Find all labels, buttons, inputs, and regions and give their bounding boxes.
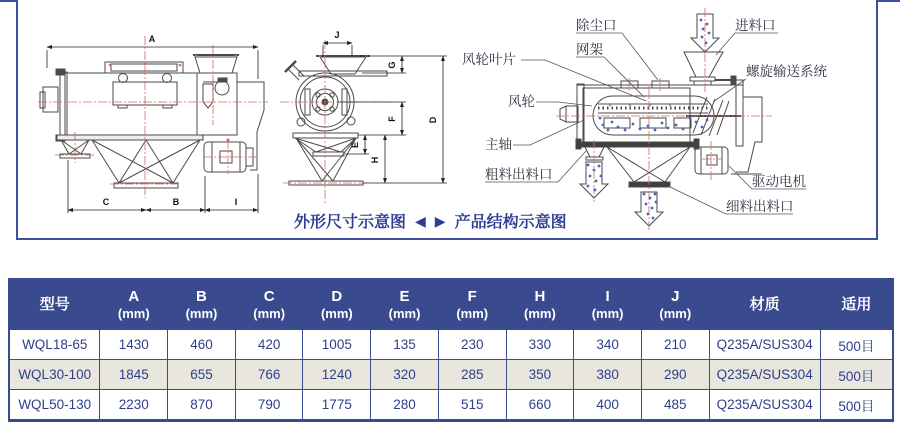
label-fine-outlet: 细料出料口 — [726, 199, 794, 214]
cell-material: Q235A/SUS304 — [709, 390, 820, 421]
cell: 1845 — [100, 360, 168, 390]
cell: 790 — [235, 390, 303, 421]
header-dim-b: B (mm) — [168, 279, 236, 330]
cell: 1005 — [303, 330, 371, 360]
right-triangle-icon: ▶ — [434, 212, 446, 229]
cell: 285 — [438, 360, 506, 390]
header-dim-e: E (mm) — [371, 279, 439, 330]
front-view-drawing — [272, 25, 450, 210]
material-dots — [587, 19, 711, 220]
cell-material: Q235A/SUS304 — [709, 330, 820, 360]
table-row-wql30-100 — [9, 360, 893, 390]
label-screw-conveyor: 螺旋输送系统 — [746, 64, 827, 79]
header-application: 适用 — [820, 279, 893, 330]
cell: 766 — [235, 360, 303, 390]
cell: 420 — [235, 330, 303, 360]
label-impeller-blade: 风轮叶片 — [462, 52, 516, 67]
dim-label-b: B — [172, 197, 180, 207]
header-model: 型号 — [9, 279, 100, 330]
side-view-machine — [40, 55, 264, 188]
dim-label-j: J — [334, 30, 340, 40]
header-material: 材质 — [709, 279, 820, 330]
cell: 135 — [371, 330, 439, 360]
dim-label-g: G — [387, 61, 397, 69]
header-dim-i: I (mm) — [574, 279, 642, 330]
label-main-shaft: 主轴 — [485, 137, 512, 152]
cell-model: WQL18-65 — [9, 330, 100, 360]
cell: 330 — [506, 330, 574, 360]
dim-label-a: A — [148, 34, 156, 44]
cell-material: Q235A/SUS304 — [709, 360, 820, 390]
cell: 460 — [168, 330, 236, 360]
table-row-wql18-65 — [9, 330, 893, 360]
cell: 380 — [574, 360, 642, 390]
dim-label-f: F — [387, 116, 397, 122]
cell: 870 — [168, 390, 236, 421]
cell-model: WQL50-130 — [9, 390, 100, 421]
header-dim-d: D (mm) — [303, 279, 371, 330]
header-dim-f: F (mm) — [438, 279, 506, 330]
cell: 485 — [641, 390, 709, 421]
label-dust-port: 除尘口 — [576, 18, 617, 33]
cell: 400 — [574, 390, 642, 421]
front-view-dim-labels — [334, 30, 438, 163]
side-view-drawing — [35, 18, 270, 218]
header-dim-a: A (mm) — [100, 279, 168, 330]
table-row-wql50-130 — [9, 390, 893, 421]
dim-label-h: H — [370, 156, 380, 164]
cell: 1775 — [303, 390, 371, 421]
label-mesh-frame: 网架 — [576, 42, 603, 57]
cell: 2230 — [100, 390, 168, 421]
dim-label-d: D — [428, 116, 438, 124]
header-dim-h: H (mm) — [506, 279, 574, 330]
header-dim-c: C (mm) — [235, 279, 303, 330]
cell: 350 — [506, 360, 574, 390]
cell-application: 500目 — [820, 360, 893, 390]
structure-view-drawing — [450, 5, 880, 235]
label-impeller: 风轮 — [508, 94, 535, 109]
cell: 320 — [371, 360, 439, 390]
left-triangle-icon: ◀ — [415, 212, 426, 229]
front-view-machine — [285, 56, 387, 185]
spec-table-header — [9, 279, 893, 330]
side-view-centerlines — [38, 36, 268, 198]
dim-label-c: C — [102, 197, 110, 207]
cell: 230 — [438, 330, 506, 360]
dim-label-i: I — [234, 197, 238, 207]
diagram-caption — [294, 209, 567, 232]
caption-structure-view: 产品结构示意图 — [454, 214, 567, 231]
cell: 290 — [641, 360, 709, 390]
cell: 210 — [641, 330, 709, 360]
dim-label-e: E — [350, 141, 360, 149]
cell: 660 — [506, 390, 574, 421]
cell: 340 — [574, 330, 642, 360]
cell: 1430 — [100, 330, 168, 360]
label-feed-inlet: 进料口 — [735, 18, 776, 33]
label-coarse-outlet: 粗料出料口 — [485, 167, 553, 182]
side-view-red-dots — [109, 55, 238, 142]
header-dim-j: J (mm) — [641, 279, 709, 330]
cell-model: WQL30-100 — [9, 360, 100, 390]
spec-table — [8, 278, 894, 422]
cell-application: 500目 — [820, 330, 893, 360]
caption-dimension-view: 外形尺寸示意图 — [294, 214, 407, 231]
cell: 655 — [168, 360, 236, 390]
label-drive-motor: 驱动电机 — [752, 174, 806, 189]
cell: 515 — [438, 390, 506, 421]
cell-application: 500目 — [820, 390, 893, 421]
cell: 1240 — [303, 360, 371, 390]
cell: 280 — [371, 390, 439, 421]
